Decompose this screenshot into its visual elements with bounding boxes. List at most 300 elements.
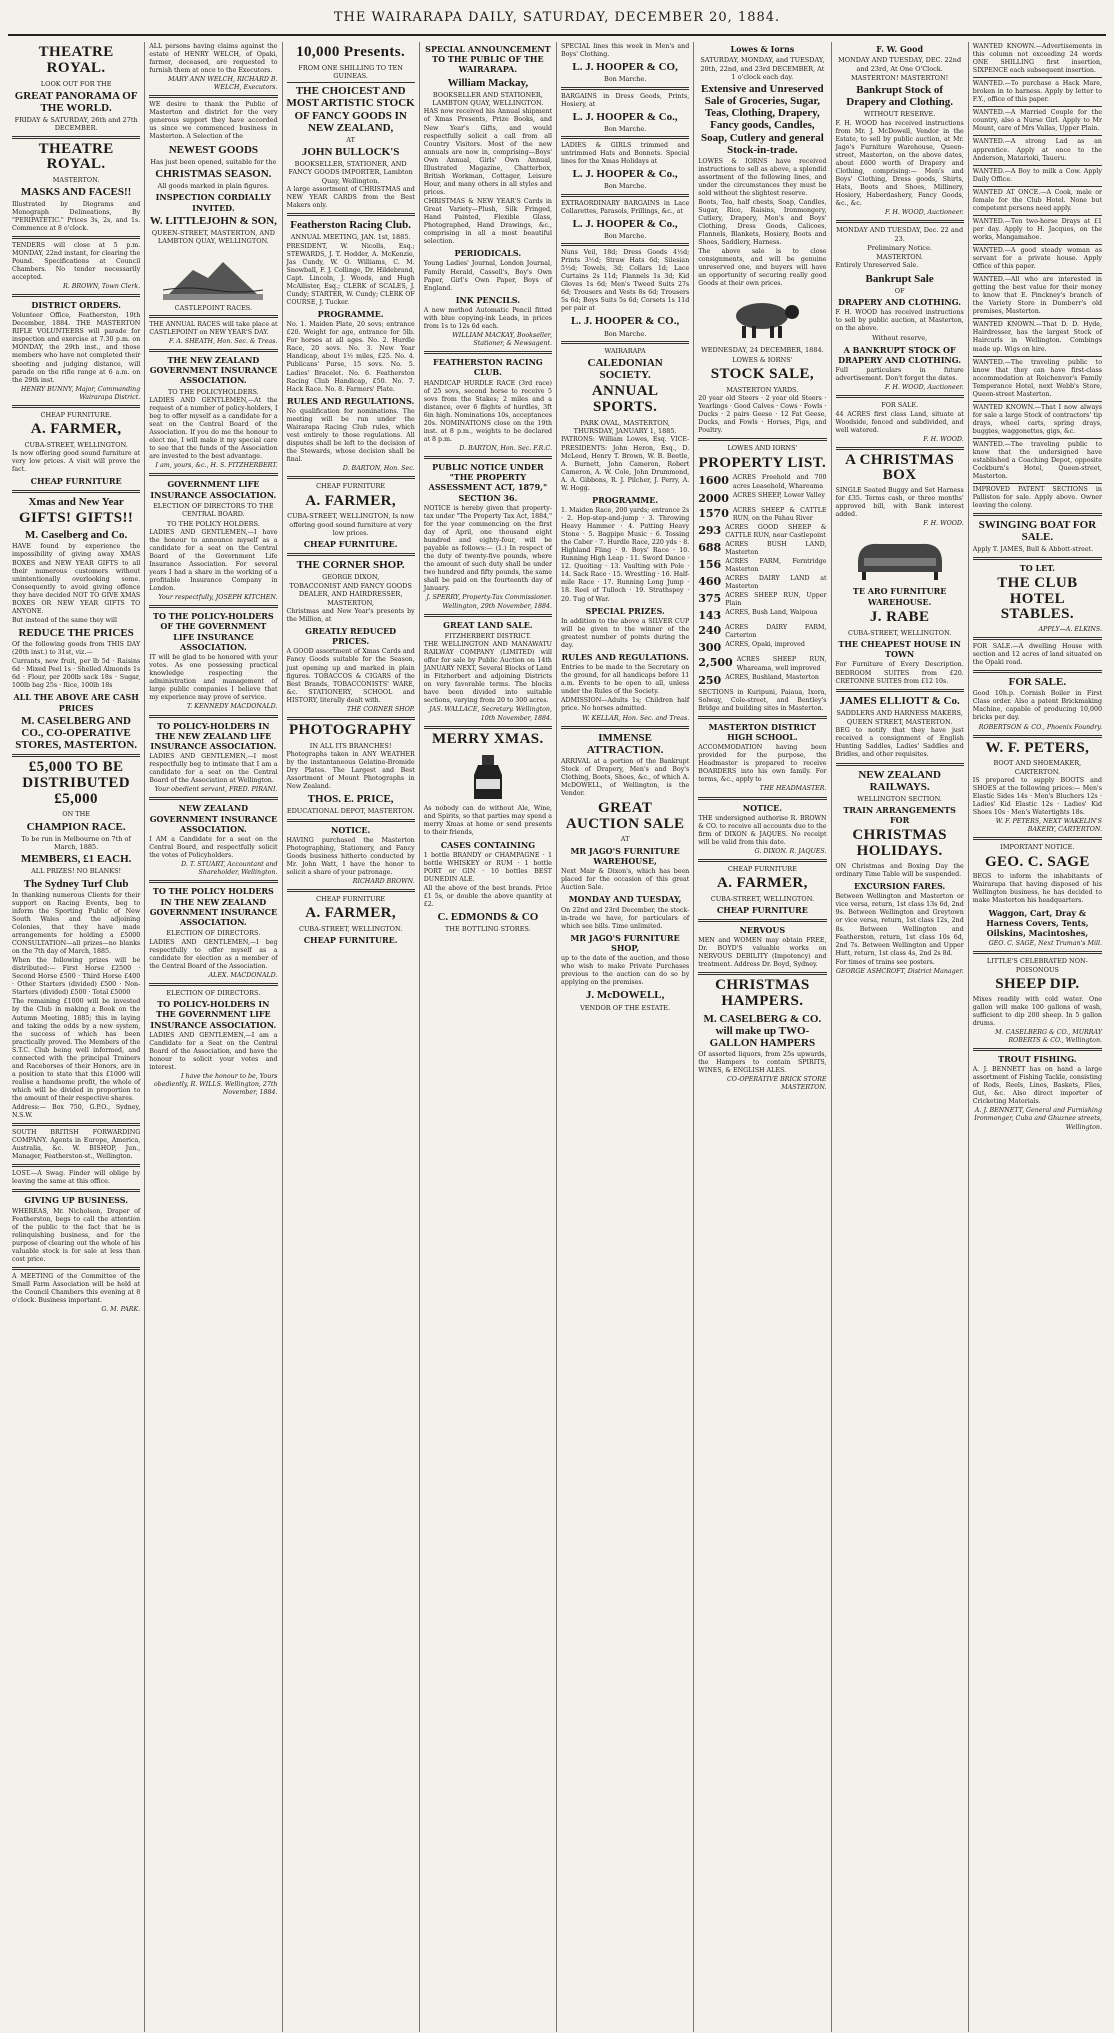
ad-caption: PARK OVAL, MASTERTON, THURSDAY, JANUARY 1, 1885. bbox=[573, 418, 677, 436]
ad-body-text: Christmas and New Year's presents by the Million, at bbox=[286, 607, 415, 623]
ad-divider bbox=[973, 356, 1102, 357]
ad-subheadline: Bankrupt Sale bbox=[865, 272, 934, 285]
ad-divider bbox=[149, 715, 277, 718]
ad-body-text: Is now offering good sound furniture at very low prices. A visit will prove the fact. bbox=[12, 450, 141, 474]
ad-caption: LOWES AND IORNS' bbox=[727, 444, 798, 453]
ad-body-text: WANTED.—To purchase a Hack Mare, broken in to harness. Apply by letter to F.Y., office of this paper. bbox=[972, 80, 1102, 104]
ad-caption: FOR SALE. bbox=[881, 401, 919, 410]
ad-body-text: 44 ACRES first class Land, situate at Woodside, fenced and subdivided, and well watered. bbox=[835, 410, 964, 434]
ad-divider bbox=[424, 351, 552, 354]
ad-signature: RICHARD BROWN. bbox=[352, 877, 415, 885]
ad-caption: SATURDAY, MONDAY, and TUESDAY, 20th, 22nd, and 23rd DECEMBER, At 1 o'clock each day. bbox=[700, 56, 825, 81]
ad-body-text: IS prepared to supply BOOTS and SHOES at the following prices:— Men's Elastic Sides 14s · Men's Bluchers 12s · Ladies' Kid Elastic 12s · Ladies' Kid Shoes 10s · Men's Watertights 18s. bbox=[972, 776, 1102, 817]
property-description: ACRES SHEEP & CATTLE RUN, on the Pahau River bbox=[732, 506, 827, 522]
ad-divider bbox=[836, 447, 964, 450]
ad-heading: TO LET. bbox=[1019, 562, 1055, 573]
ad-subheadline: NEW ZEALAND RAILWAYS. bbox=[858, 768, 941, 793]
ad-divider bbox=[836, 763, 964, 766]
ad-body-text: WANTED.—A Married Couple for the country, also a Nurse Girl. Apply to Mr Mount, care of Mrs Vallas, Upper Plain. bbox=[972, 109, 1102, 133]
ad-divider bbox=[973, 135, 1102, 136]
ad-headline: CHRISTMAS HAMPERS. bbox=[715, 977, 810, 1009]
ad-divider bbox=[561, 136, 689, 139]
ad-subheadline: JOHN BULLOCK'S bbox=[301, 146, 400, 159]
column-2 bbox=[145, 42, 282, 2032]
ad-divider bbox=[698, 438, 826, 441]
ad-divider bbox=[973, 215, 1102, 216]
property-acreage: 375 bbox=[698, 592, 722, 606]
ad-body-text: Good 10h.p. Cornish Boiler in First Class order. Also a patent Brickmaking Machine, capable of producing 10,000 bricks per day. bbox=[972, 690, 1102, 722]
ad-caption: ELECTION OF DIRECTORS. bbox=[166, 988, 261, 997]
ad-caption: ANNUAL MEETING, JAN. 1st, 1885. bbox=[290, 233, 411, 242]
ad-divider bbox=[287, 819, 415, 822]
ad-body-text: Entries to be made to the Secretary on the ground, for all handicaps before 11 a.m. Events to be open to all, unless under the Rules of the Society. bbox=[561, 664, 690, 696]
ad-body-text: THE WELLINGTON AND MANAWATU RAILWAY COMPANY (LIMITED) will offer for sale by Public Auction on 14th JANUARY NEXT, Several Blocks of Land in Fitzherbert and adjoining Districts on very favorable terms. The blocks have been divided into suitable sections, varying from 20 to 300 acres. bbox=[423, 641, 552, 705]
ad-divider bbox=[698, 972, 826, 975]
ad-subheadline: Featherston Racing Club. bbox=[290, 219, 411, 232]
ad-subheadline: NEWEST GOODS bbox=[168, 143, 259, 156]
ad-body-text: TENDERS will close at 5 p.m. MONDAY, 22nd instant, for clearing the Pound. Specifications at Council Chambers. No tender necessarily accepted. bbox=[12, 241, 141, 281]
ad-heading: THE NEW ZEALAND GOVERNMENT INSURANCE ASSOCIATION. bbox=[149, 354, 278, 386]
ad-divider bbox=[149, 473, 277, 476]
property-listing bbox=[698, 656, 826, 672]
property-description: ACRES, Opaki, improved bbox=[725, 641, 805, 649]
ad-subheadline: CALEDONIAN SOCIETY. bbox=[587, 357, 663, 382]
ad-signature: I have the honour to be, Yours obediently, R. WILLS. Wellington, 27th November, 1884. bbox=[153, 1073, 278, 1097]
ad-caption: All goods marked in plain figures. bbox=[157, 182, 270, 191]
ad-body-text: WANTED.—A Boy to milk a Cow. Apply Daily Office. bbox=[972, 167, 1102, 183]
property-description: ACRES FARM, Ferntridge Masterton bbox=[725, 557, 827, 573]
ad-subheadline: THE CORNER SHOP. bbox=[296, 558, 405, 571]
ad-body-text: The above sale is to close consignments, and will be genuine unreserved one, and buyers will have an opportunity of securing really good Goods at their own prices. bbox=[698, 248, 827, 288]
ad-body-text: Photographs taken in ANY WEATHER by the instantaneous Gelatine-Bromide Dry Plates. The Largest and Best Assortment of Mount Photographs in New Zealand. bbox=[286, 750, 415, 791]
ad-divider bbox=[698, 797, 826, 800]
ad-body-text: Illustrated by Diograms and Monograph Delineations, By "PERIPATETIC." Prices 3s, 2s, and 1s. Commence at 8 o'clock. bbox=[12, 200, 141, 232]
ad-caption: SADDLERS AND HARNESS MAKERS, bbox=[836, 708, 963, 717]
ad-body-text: ACCOMMODATION having been provided for the purpose, the Headmaster is prepared to receive BOARDERS into his own family. For terms, &c., apply to bbox=[698, 744, 827, 784]
ad-caption: AT bbox=[620, 835, 630, 844]
ad-caption: WELLINGTON SECTION. bbox=[857, 794, 942, 803]
ad-heading: Lowes & Iorns bbox=[730, 44, 795, 54]
ad-caption: OF bbox=[894, 286, 905, 295]
ad-heading: ALL THE ABOVE ARE CASH PRICES bbox=[13, 692, 139, 713]
ad-heading: EXCURSION FARES. bbox=[854, 881, 946, 892]
ad-headline: ANNUAL SPORTS. bbox=[591, 383, 659, 416]
ad-body-text: In thanking numerous Clients for their support on Racing Events, beg to inform the Sporting Public of New South Wales and the adjoining Colonies, that they have made arrangements for holding a £5000 CONSULTATION—all prizes—no blanks on the 7th day of March, 1885. bbox=[12, 891, 141, 956]
ad-heading: PROGRAMME. bbox=[592, 494, 659, 505]
ad-divider bbox=[424, 726, 552, 729]
ad-heading: TRAIN ARRANGEMENTS FOR bbox=[843, 805, 956, 826]
ad-heading: CHEAP FURNITURE. bbox=[303, 935, 398, 946]
ad-headline: A CHRISTMAS BOX bbox=[845, 451, 955, 484]
ad-body-text: WANTED AT ONCE.—A Cook, male or female for the Club Hotel. None but competent persons need apply. bbox=[972, 188, 1102, 212]
ad-caption: CUBA-STREET, WELLINGTON, Is now offering good sound furniture at very low prices. bbox=[287, 512, 415, 537]
ad-divider bbox=[973, 401, 1102, 402]
ad-body-text: WANTED.—A good steady woman as servant for a private house. Apply Office of this paper. bbox=[972, 246, 1102, 271]
ad-signature: MARY ANN WELCH, RICHARD B. WELCH, Executors. bbox=[168, 76, 278, 92]
ad-body-text: All the above of the best brands. Price £1 5s, or double the above quantity at £2. bbox=[423, 884, 552, 909]
ad-signature: F. H. WOOD, Auctioneer. bbox=[884, 209, 964, 217]
ad-heading: Waggon, Cart, Dray & Harness Covers, Tents, Oilskins, Macintoshes, bbox=[986, 907, 1089, 938]
ad-subheadline: MASKS AND FACES!! bbox=[20, 186, 132, 199]
ad-divider bbox=[12, 1123, 140, 1126]
ad-heading: GREATLY REDUCED PRICES. bbox=[305, 625, 397, 647]
ad-divider bbox=[973, 186, 1102, 187]
ad-signature: Your obedient servant, FRED. PIRANI. bbox=[154, 786, 278, 794]
ad-divider bbox=[561, 726, 689, 729]
ad-body-text: LOST.—A Swag. Finder will oblige by leaving the same at this office. bbox=[12, 1170, 141, 1186]
ad-divider bbox=[836, 220, 964, 223]
ad-body-text: For Furniture of Every Description. BEDROOM SUITES from £20. CRETONNE SUITES from £12 10s. bbox=[835, 661, 964, 685]
ad-caption: GEORGE DIXON, bbox=[322, 572, 380, 581]
ad-heading: CASES CONTAINING bbox=[440, 839, 536, 850]
ad-body-text: EXTRAORDINARY BARGAINS in Lace Collarettes, Parasols, Frillings, &c., at bbox=[561, 199, 690, 215]
ad-heading: NERVOUS bbox=[739, 924, 786, 935]
property-listing bbox=[698, 558, 826, 574]
ad-signature: HENRY BUNNY, Major, Commanding Wairarapa District. bbox=[20, 385, 141, 401]
ad-divider bbox=[149, 315, 277, 318]
ad-signature: JAS. WALLACE, Secretary. Wellington, 10th November, 1884. bbox=[429, 706, 552, 722]
ad-body-text: WANTED KNOWN.—Advertisements in this column not exceeding 24 words ONE SHILLING first insertion, SIXPENCE each subsequent insertion. bbox=[972, 43, 1102, 75]
property-acreage: 460 bbox=[698, 575, 722, 589]
ad-body-text: HAS now received his Annual shipment of Xmas Presents, Prize Books, and New Year's Gifts, and would respectfully solicit a call from all Country Visitors. Most of the new annuals are now in, comprising—Boys' Own Annual, Girls' Own Annual, Illustrated Magazine, Chatterbox, British Workman, Cottager, Leisure Hour, and many others in all styles and prices. bbox=[423, 108, 552, 196]
ad-headline: GEO. C. SAGE bbox=[984, 853, 1090, 870]
ad-subheadline: C. EDMONDS & CO bbox=[437, 911, 539, 924]
ad-caption: TO THE POLICYHOLDERS. bbox=[167, 387, 259, 396]
wine-bottle-illustration bbox=[438, 751, 538, 801]
ad-signature: F. A. SHEATH, Hon. Sec. & Treas. bbox=[168, 337, 278, 345]
ad-caption: ELECTION OF DIRECTORS. bbox=[166, 929, 261, 938]
ad-caption: Bon Marche. bbox=[603, 231, 647, 240]
ad-headline: A. FARMER, bbox=[716, 875, 808, 892]
ad-headline: THE CLUB HOTEL STABLES. bbox=[997, 574, 1078, 623]
ad-caption: THE BOTTLING STORES. bbox=[445, 925, 531, 934]
ad-headline: CHRISTMAS HOLIDAYS. bbox=[852, 827, 947, 860]
ad-heading: MR JAGO'S FURNITURE WAREHOUSE, bbox=[570, 845, 680, 867]
ad-signature: APPLY—A. ELKINS. bbox=[1038, 626, 1102, 634]
ad-caption: WITHOUT RESERVE. bbox=[863, 110, 936, 119]
ad-body-text: HANDICAP HURDLE RACE (3rd race) of 25 sovs, second horse to receive 5 sovs from the Stakes; 2 miles and a distance, over 6 flights of hurdles, 3ft 6in high. Nominations 10s, acceptances 20s. NOMINATIONS close on the 19th inst. at 8 p.m., weights to be declared at 8 p.m. bbox=[423, 379, 552, 443]
ad-caption: ALL PRIZES! NO BLANKS! bbox=[31, 867, 122, 876]
ad-body-text: LOWES & IORNS have received instructions to sell as above, a splendid assortment of the following lines, and under the circumstances they must be sold without the slightest reserve. bbox=[698, 157, 827, 197]
property-listing bbox=[698, 524, 826, 540]
ad-headline: £5,000 TO BE DISTRIBUTED £5,000 bbox=[22, 759, 131, 807]
ad-body-text: F. H. WOOD has received instructions to sell by public auction, at Masterton, on the above. bbox=[835, 309, 964, 333]
ad-subheadline: Extensive and Unreserved Sale of Groceries, Sugar, Teas, Clothing, Drapery, Fancy goods, Candles, Soap, Cutlery and general Stock-in-trade. bbox=[700, 83, 824, 156]
ad-caption: MASTERTON! MASTERTON! bbox=[850, 73, 949, 82]
ad-divider bbox=[12, 294, 140, 297]
ad-signature: ALEX. MACDONALD. bbox=[208, 971, 278, 979]
property-listing bbox=[698, 674, 826, 688]
ad-caption: QUEEN-STREET, MASTERTON, AND LAMBTON QUAY, WELLINGTON. bbox=[151, 228, 275, 246]
ad-caption: LITTLE'S CELEBRATED NON-POISONOUS bbox=[986, 957, 1088, 974]
ad-caption: Bon Marche. bbox=[603, 182, 647, 191]
column-6 bbox=[694, 42, 831, 2032]
ad-divider bbox=[287, 889, 415, 892]
ad-subheadline: IMMENSE ATTRACTION. bbox=[586, 731, 664, 756]
ad-subheadline: THOS. E. PRICE, bbox=[307, 793, 394, 806]
ad-heading: CHEAP FURNITURE bbox=[30, 476, 122, 487]
property-acreage: 1570 bbox=[698, 506, 729, 520]
property-acreage: 156 bbox=[698, 557, 722, 571]
ad-body-text: LADIES AND GENTLEMEN,—I am a Candidate for a Seat on the Central Board of the Association, and have the honour to solicit your votes and interest. bbox=[149, 1031, 278, 1072]
ad-body-text: No qualification for nominations. The meeting will be run under the Wairarapa Racing Club rules, which vest entirely to those regulations. All disputes shall be left to the decision of the Stewards, whose decision shall be final. bbox=[286, 407, 415, 464]
property-description: ACRES SHEEP RUN, Upper Plain bbox=[725, 592, 827, 608]
ad-body-text: BEG to notify that they have just received a consignment of English Hunting Saddles, Ladies' Saddles and Bridles, and other requisites. bbox=[835, 727, 964, 759]
ad-body-text: NOTICE is hereby given that property-tax under "The Property Tax Act, 1884," for the year commencing on the first day of April, one thousand eight hundred and eighty-four, will be payable as follows:— (1.) In respect of the duty of twenty-five pounds, where the amount of such duty shall be under two hundred and fifty pounds, the same shall be paid on the fourteenth day of January. bbox=[423, 504, 552, 593]
ad-signature: F. H. WOOD. bbox=[923, 520, 964, 528]
ad-divider bbox=[973, 438, 1102, 439]
ad-body-text: PATRONS: William Lowes, Esq. VICE-PRESIDENTS: John Heron, Esq., D. McLeod, Henry T. Brown, W. B. Beetle, A. Burnett, John Cameron, Robert Cameron, A. W. Cole, John Drummond, A. A. Gibbons, R. J. Pilcher, J. Perry, A. W. Hogg. bbox=[561, 436, 690, 492]
ad-caption: QUEEN STREET, MASTERTON. bbox=[846, 718, 953, 727]
ad-body-text: Apply T. JAMES, Bull & Abbott-street. bbox=[972, 545, 1094, 553]
ad-body-text: For times of trains see posters. bbox=[835, 958, 935, 966]
ad-divider bbox=[973, 318, 1102, 319]
ad-signature: G. M. PARK. bbox=[101, 1306, 141, 1314]
ad-divider bbox=[287, 476, 415, 479]
ad-body-text: ARRIVAL at a portion of the Bankrupt Stock of Drapery, Men's and Boy's Clothing, Boots, Shoes, &c., of which A. McDOWELL, of Wellington, is the Vendor. bbox=[561, 757, 690, 797]
ad-body-text: Nuns Veil, 18d; Dress Goods 4½d; Prints 3½d; Straw Hats 6d; Silesian 5½d; Towels, 3d; Collars 1d; Lace Curtains 2s 11d; Flannels 1s 3d; Kid Gloves 1s 6d; Men's Tweed Suits 27s 6d; Trousers and Vests 8s 6d; Trousers 5s 6d; Boys Suits 5s 6d; Corsets 1s 11d per pair at bbox=[561, 249, 690, 313]
castlepoint-illustration bbox=[163, 250, 263, 300]
ad-divider bbox=[698, 716, 826, 719]
property-listing bbox=[698, 609, 826, 623]
ad-caption: Bon Marche. bbox=[603, 124, 647, 133]
ad-body-text: As nobody can do without Ale, Wine, and Spirits, so that parties may spend a merry Xmas at home or send presents to their friends, bbox=[423, 805, 552, 837]
ad-signature: G. DIXON. R. JAQUES. bbox=[754, 847, 827, 855]
ad-signature: D. BARTON, Hon. Sec. bbox=[342, 465, 415, 473]
ad-divider bbox=[698, 919, 826, 922]
ad-divider bbox=[149, 983, 277, 986]
ad-subheadline: L. J. HOOPER & Co., bbox=[572, 168, 678, 181]
ad-caption: Bon Marche. bbox=[603, 329, 647, 338]
ad-divider bbox=[149, 605, 277, 608]
ad-divider bbox=[149, 95, 277, 98]
ad-caption: BOOKSELLER AND STATIONER, LAMBTON QUAY, WELLINGTON. bbox=[432, 90, 544, 108]
ad-heading: INSPECTION CORDIALLY INVITED. bbox=[155, 192, 272, 213]
ad-subheadline: M. Caselberg and Co. bbox=[24, 529, 128, 542]
ad-headline: SHEEP DIP. bbox=[995, 975, 1080, 992]
property-description: ACRES SHEEP, Lower Valley bbox=[732, 491, 825, 499]
ad-heading: DISTRICT ORDERS. bbox=[31, 300, 121, 310]
ad-subheadline: REDUCE THE PRICES bbox=[18, 626, 134, 639]
ad-body-text: LADIES AND GENTLEMEN,—At the request of a number of policy-holders, I beg to offer myself as a candidate for a seat on the Central Board of the Association. If you do me the honour to elect me, I will make it my special care to see that the funds of the Association are invested to the best advantage. bbox=[149, 396, 278, 461]
ad-body-text: WANTED KNOWN.—That I now always for sale a large Stock of contractors' tip drays, wheel carts, spring drays, buggies, waggonettes, gigs, &c. bbox=[972, 403, 1102, 435]
ad-divider bbox=[973, 165, 1102, 166]
ad-caption: MASTERTON. bbox=[876, 253, 923, 262]
ad-subheadline: THE CHOICEST AND MOST ARTISTIC STOCK OF FANCY GOODS IN NEW ZEALAND, bbox=[286, 85, 415, 134]
ad-caption: MONDAY AND TUESDAY, DEC. 22nd and 23rd, At One O'Clock. bbox=[838, 56, 962, 73]
ad-body-text: ADMISSION—Adults 1s; Children half price. No horses admitted. bbox=[561, 697, 690, 713]
column-3 bbox=[283, 42, 420, 2032]
ad-subheadline: FOR SALE. bbox=[1008, 676, 1067, 689]
ad-caption: VENDOR OF THE ESTATE. bbox=[580, 1003, 671, 1012]
ad-signature: J. SPERRY, Property-Tax Commissioner. Wellington, 29th November, 1884. bbox=[426, 594, 552, 610]
ad-body-text: Volunteer Office, Featherston, 19th December, 1884. THE MASTERTON RIFLE VOLUNTEERS will parade for inspection and exercise at 7.30 p.m. on MONDAY, the 29th inst., and those members who have not completed their shooting and judging distance, will parade on the rifle range at 6 a.m. on the 29th inst. bbox=[12, 312, 141, 384]
ad-body-text: Full particulars in future advertisement. Don't forget the dates. bbox=[835, 367, 964, 383]
ad-caption: MASTERTON. bbox=[52, 176, 100, 185]
property-description: ACRES GOOD SHEEP & CATTLE RUN, near Castlepoint bbox=[725, 523, 827, 539]
ad-body-text: LADIES & GIRLS trimmed and untrimmed Hats and Bonnets. Special lines for the Xmas Holidays at bbox=[561, 142, 690, 166]
ad-divider bbox=[287, 82, 415, 83]
ad-divider bbox=[698, 859, 826, 862]
ad-body-text: When the following prizes will be distributed:— First Horse £2500 · Second Horse £500 · Third Horse £400 · Other Starters (divided) £500 · Non-Starters (divided) £500 · Total £5000 bbox=[12, 957, 141, 997]
ad-signature: T. KENNEDY MACDONALD. bbox=[187, 703, 278, 711]
property-description: ACRES Freehold and 700 acres Leasehold, Whareama bbox=[732, 474, 827, 490]
ad-body-text: WANTED.—Ten two-horse Drays at £1 per day. Apply to H. Jacques, on the works, Mangamahoe. bbox=[972, 217, 1102, 241]
property-listing bbox=[698, 592, 826, 608]
ad-body-text: WANTED.—The traveling public to know that the undersigned have established a Coaching Depot, opposite Cockburn's Hotel, Queen-street, Masterton. bbox=[972, 440, 1102, 481]
ad-divider bbox=[973, 735, 1102, 738]
ad-heading: GREAT LAND SALE. bbox=[443, 619, 533, 630]
ad-caption: CHEAP FURNITURE bbox=[316, 895, 386, 904]
ad-subheadline: M. CASELBERG AND CO., CO-OPERATIVE STORES, MASTERTON. bbox=[15, 714, 138, 751]
ad-heading: TO POLICY-HOLDERS IN THE GOVERNMENT LIFE INSURANCE ASSOCIATION. bbox=[150, 999, 277, 1030]
ad-subheadline: William Mackay, bbox=[447, 76, 529, 89]
column-8 bbox=[969, 42, 1106, 2032]
property-acreage: 143 bbox=[698, 609, 722, 623]
ad-divider bbox=[836, 395, 964, 398]
sofa-illustration bbox=[850, 532, 950, 582]
ad-body-text: LADIES AND GENTLEMEN,—I have the honour to announce myself as a candidate for a seat on the Central Board of the Government Life Insurance Association. For several years I had a share in the working of a profitable Insurance Company in London. bbox=[149, 528, 278, 593]
ad-caption: CUBA-STREET, WELLINGTON. bbox=[847, 628, 952, 637]
property-listing bbox=[698, 641, 826, 655]
ad-caption: BOOT AND SHOEMAKER, CARTERTON. bbox=[993, 759, 1082, 776]
ad-signature: A. J. BENNETT, General and Furnishing Ironmonger, Cuba and Ghuznee streets, Wellington. bbox=[974, 1107, 1102, 1131]
ad-caption: WEDNESDAY, 24 DECEMBER, 1884. bbox=[701, 346, 824, 355]
ad-divider bbox=[561, 341, 689, 344]
ad-divider bbox=[149, 880, 277, 883]
ad-caption: MONDAY AND TUESDAY, Dec. 22 and 23. bbox=[836, 226, 964, 243]
ad-body-text: ON Christmas and Boxing Day the ordinary Time Table will be suspended. bbox=[835, 862, 964, 879]
ad-signature: GEORGE ASHCROFT, District Manager. bbox=[835, 967, 964, 975]
property-acreage: 688 bbox=[698, 540, 722, 554]
ad-caption: Bon Marche. bbox=[603, 75, 647, 84]
ad-caption: FITZHERBERT DISTRICT. bbox=[444, 631, 532, 640]
ad-heading: MONDAY AND TUESDAY, bbox=[568, 894, 682, 905]
ad-heading: NOTICE. bbox=[742, 802, 782, 813]
property-acreage: 300 bbox=[698, 641, 722, 655]
property-acreage: 1600 bbox=[698, 474, 729, 488]
column-7 bbox=[832, 42, 969, 2032]
property-description: ACRES SHEEP RUN, Whareama, well improved bbox=[736, 656, 827, 672]
column-5 bbox=[557, 42, 694, 2032]
ad-subheadline: L. J. HOOPER & CO., bbox=[571, 315, 680, 328]
property-listing bbox=[698, 507, 826, 523]
ad-headline: 10,000 Presents. bbox=[296, 44, 406, 60]
ad-heading: NEW ZEALAND GOVERNMENT INSURANCE ASSOCIATION. bbox=[149, 803, 278, 834]
ad-body-text: A GOOD assortment of Xmas Cards and Fancy Goods suitable for the Season, just opening up and marked in plain figures. TOBACCOS & CIGARS of the Best Brands, TOBACCONISTS' WARE, &c. STATIONERY, SCHOOL and HISTORY, literally dealt with. bbox=[286, 648, 415, 704]
ad-heading: SPECIAL PRIZES. bbox=[585, 605, 665, 616]
ad-heading: THE CHEAPEST HOUSE IN TOWN bbox=[838, 639, 961, 660]
property-listing bbox=[698, 474, 826, 490]
ad-headline: A. FARMER, bbox=[305, 492, 397, 509]
column-1 bbox=[8, 42, 145, 2032]
ad-signature: F. H. WOOD, Auctioneer. bbox=[884, 384, 964, 392]
ad-body-text: 20 year old Steers · 2 year old Steers · Yearlings · Good Calves · Cows · Fowls · Ducks · 2 pairs Geese · 12 Fat Geese, Ducks, and Fowls · Horses, Pigs, and Poultry. bbox=[698, 395, 827, 435]
ad-divider bbox=[973, 513, 1102, 516]
property-description: ACRES DAIRY LAND at Masterton bbox=[725, 575, 827, 591]
ad-heading: F. W. Good bbox=[876, 44, 924, 54]
ad-body-text: BEGS to inform the inhabitants of Wairarapa that having disposed of his Wellington business, he has decided to make Masterton his headquarters. bbox=[972, 873, 1102, 905]
ad-body-text: WANTED.—A strong Lad as an apprentice. Apply at once to the Anderson, Matarioki, Taueru. bbox=[972, 138, 1102, 162]
column-4 bbox=[420, 42, 557, 2032]
property-description: ACRES, Bush Land, Waipoua bbox=[725, 609, 818, 617]
ad-body-text: The remaining £1000 will be invested by the Club in making a Book on the Autumn Meeting, 1885; this in laying and taking the odds by a new system, the success of which has been practically proved. The Members of the S.T.C. Club being well informed, and connected with the principal Trainers and Racehorses of their Honors, are in a position to state that this £1000 will realise a handsome profit, the whole of which will be divided in proportion to the amount of their respective shares. bbox=[12, 998, 141, 1102]
ad-divider bbox=[287, 213, 415, 216]
ad-divider bbox=[424, 614, 552, 617]
ad-body-text: up to the date of the auction, and those who wish to make Private Purchases previous to the auction can do so by applying on the premises. bbox=[561, 955, 690, 987]
ad-subheadline: M. CASELBERG & CO. will make up TWO-GALLON HAMPERS bbox=[703, 1012, 822, 1049]
ad-heading: NOTICE. bbox=[331, 824, 371, 835]
ad-divider bbox=[561, 87, 689, 90]
ad-caption: MASTERTON YARDS. bbox=[726, 385, 799, 394]
ad-heading: FEATHERSTON RACING CLUB. bbox=[433, 357, 543, 378]
ad-caption: ON THE bbox=[62, 810, 91, 819]
ad-caption: TOBACCONIST AND FANCY GOODS DEALER, AND HAIRDRESSER, MASTERTON, bbox=[289, 581, 412, 607]
property-acreage: 240 bbox=[698, 624, 722, 638]
ad-signature: R. BROWN, Town Clerk. bbox=[63, 282, 141, 290]
ad-caption: ELECTION OF DIRECTORS TO THE CENTRAL BOARD. bbox=[153, 501, 274, 519]
ad-body-text: A large assortment of CHRISTMAS and NEW YEAR CARDS from the Best Makers only. bbox=[286, 186, 415, 210]
ad-heading: TO THE POLICY-HOLDERS OF THE GOVERNMENT LIFE INSURANCE ASSOCIATION. bbox=[153, 611, 274, 652]
ad-divider bbox=[973, 77, 1102, 78]
ad-divider bbox=[12, 490, 140, 493]
ad-signature: THE HEADMASTER. bbox=[759, 785, 827, 793]
ad-body-text: PRESIDENT, W. Nicolls, Esq.; STEWARDS, J. T. Hodder, A. McKenzie, Jas Cundy, W. O. Williams, C. M. Snowball, F. J. Collinge, Dr. Hildebrand, Capt. Lincoln, J. Woods, and Hugh McAllister, Esq.; CLERK of SCALES, J. Cundy; STARTER, W. Cundy; CLERK OF COURSE, J. Tucker. bbox=[286, 242, 415, 306]
ad-body-text: Of the following goods from THIS DAY (20th inst.) to 31st, viz.— bbox=[12, 641, 141, 657]
ad-caption: BOOKSELLER, STATIONER, AND FANCY GOODS IMPORTER, Lambton Quay, Wellington. bbox=[288, 160, 413, 185]
ad-body-text: IMPROVED PATENT SECTIONS in Palliston for sale. Apply above. Owner leaving the colony. bbox=[972, 486, 1102, 510]
ad-divider bbox=[12, 405, 140, 408]
ad-caption: CASTLEPOINT RACES. bbox=[174, 303, 253, 312]
column-grid bbox=[8, 42, 1106, 2032]
ad-caption: CHEAP FURNITURE bbox=[727, 864, 797, 873]
ad-body-text: Young Ladies' Journal, London Journal, Family Herald, Cassell's, Boy's Own Paper, Girl's Own Paper, Boys of England. bbox=[423, 260, 552, 292]
ad-signature: THE CORNER SHOP. bbox=[346, 705, 415, 713]
property-acreage: 2000 bbox=[698, 491, 729, 505]
ad-body-text: Currants, new fruit, per lb 5d · Raisins 6d · Mixed Peel 1s · Shelled Almonds 1s 6d · Flour, per 200lb sack 18s · Sugar, 100lb bag 25s · Rice, 100lb 18s bbox=[12, 658, 141, 690]
ad-heading: TO POLICY-HOLDERS IN THE NEW ZEALAND LIFE INSURANCE ASSOCIATION. bbox=[150, 720, 277, 751]
ad-divider bbox=[973, 951, 1102, 954]
ad-divider bbox=[973, 637, 1102, 640]
ad-subheadline: J. McDOWELL, bbox=[585, 989, 665, 1002]
ad-headline: GREAT AUCTION SALE bbox=[565, 799, 685, 832]
ad-divider bbox=[561, 194, 689, 197]
ad-body-text: 1 bottle BRANDY or CHAMPAGNE · 1 bottle WHISKEY or RUM · 1 bottle PORT or GIN · 10 bottles BEST DUNEDIN ALE. bbox=[423, 851, 552, 883]
ad-heading: TROUT FISHING. bbox=[998, 1053, 1077, 1064]
ad-caption: IMPORTANT NOTICE. bbox=[1000, 843, 1075, 852]
ad-headline: J. RABE bbox=[869, 608, 930, 625]
ad-heading: RULES AND REGULATIONS. bbox=[561, 652, 689, 662]
ad-heading: CHEAP FURNITURE. bbox=[303, 539, 398, 550]
ad-body-text: THE undersigned authorise R. BROWN & CO. to receive all accounts due to the firm of DIXON & JAQUES. No receipt will be valid from this date. bbox=[698, 814, 827, 846]
ad-heading: DRAPERY AND CLOTHING. bbox=[838, 296, 962, 307]
ad-body-text: SECTIONS in Kuripuni, Paiaua, Ixora, Solway, Cole-street, and Bentley's Bridge and building sites in Masterton. bbox=[698, 688, 827, 712]
ad-signature: D. T. STUART, Accountant and Shareholder, Wellington. bbox=[181, 861, 278, 877]
ad-subheadline: JAMES ELLIOTT & Co. bbox=[839, 694, 960, 707]
ad-divider bbox=[12, 1189, 140, 1192]
masthead: THE WAIRARAPA DAILY, SATURDAY, DECEMBER 20, 1884. bbox=[8, 0, 1106, 36]
ad-body-text: WANTED KNOWN.—That D. D. Hyde, Hairdresser, has the largest Stock of Haircurls in Wellington. Combings made up. Wigs on hire. bbox=[972, 321, 1102, 353]
ad-signature: CO-OPERATIVE BRICK STORE MASTERTON. bbox=[726, 1075, 827, 1091]
ad-divider bbox=[424, 456, 552, 459]
ad-caption: Has just been opened, suitable for the bbox=[150, 157, 277, 166]
ad-body-text: Entirely Unreserved Sale. bbox=[835, 262, 919, 270]
ad-caption: CUBA-STREET, WELLINGTON. bbox=[24, 440, 128, 449]
ad-divider bbox=[973, 837, 1102, 840]
ad-signature: W. F. PETERS, NEXT WAKELIN'S BAKERY, CARTERTON. bbox=[995, 818, 1102, 834]
ad-body-text: A new method Automatic Pencil fitted with blue copying-ink Leads, in prices from 1s to 12s 6d each. bbox=[423, 306, 552, 330]
ad-divider bbox=[149, 797, 277, 800]
